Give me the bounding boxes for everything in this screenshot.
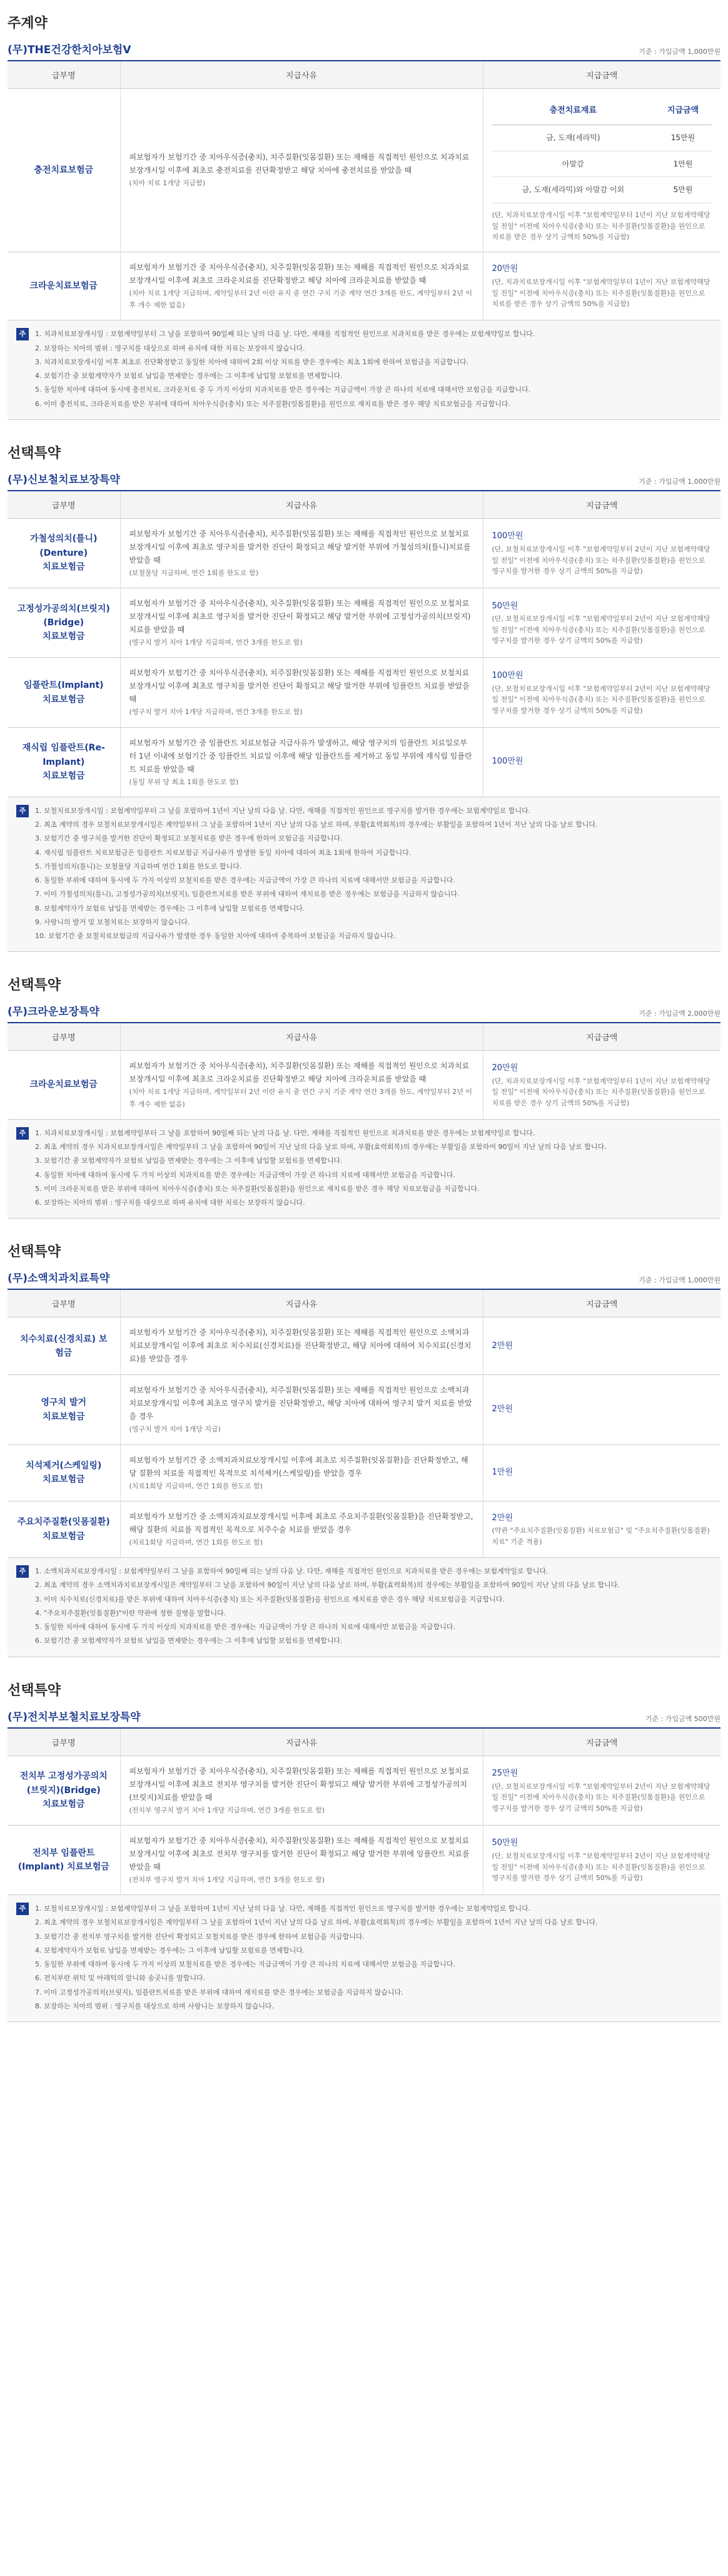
reason-text: 피보험자가 보험기간 중 치아우식증(충치), 치주질환(잇몸질환) 또는 재해를 직접적인 원인으로 소액치과치료보장개시일 이후에 최초로 치수치료(신경치료)를 진단확정받고, 해당 치아에 대하여 치수치료(신경치료)를 받았을 경우 <box>129 1328 472 1364</box>
notes-list <box>35 1903 712 2014</box>
coverage-table <box>8 1023 720 1120</box>
column-header: 급부명 <box>8 1023 120 1051</box>
reason-text: 피보험자가 보험기간 중 치아우식증(충치), 치주질환(잇몸질환) 또는 재해를 직접적인 원인으로 보철치료보장개시일 이후에 최초로 영구치를 발거한 진단이 확정되고 해당 발거한 부위에 임플란트 치료를 받았을 때 <box>129 668 470 704</box>
note-badge: 주 <box>16 328 29 340</box>
note-item: 5. 동일한 치아에 대하여 동시에 두 가지 이상의 치과치료를 받은 경우에는 지급금액이 가장 큰 하나의 치료에 대해서만 보험금을 지급합니다. <box>35 1623 455 1632</box>
inner-cell: 5만원 <box>654 177 712 203</box>
benefit-name <box>8 1375 120 1444</box>
inner-cell: 15만원 <box>654 125 712 151</box>
amount-note: (단, 치과치료보장개시일 이후 "보험계약일부터 1년이 지난 보험계약해당일 전일" 이전에 치아우식증(충치) 또는 치주질환(잇몸질환)을 원인으로 치료를 받은 경우 상기 금액의 50%를 지급함) <box>492 1076 710 1107</box>
amount-note: (단, 보철치료보장개시일 이후 "보험계약일부터 2년이 지난 보험계약해당일 전일" 이전에 치아우식증(충치) 또는 치주질환(잇몸질환)을 원인으로 영구치를 발거한 경우 상기 금액의 50%를 지급함) <box>492 615 710 645</box>
table-row <box>8 658 720 727</box>
coverage-section <box>8 974 720 1219</box>
reason-text: 피보험자가 보험기간 중 치아우식증(충치), 치주질환(잇몸질환) 또는 재해를 직접적인 원인으로 치과치료보장개시일 이후에 최초로 크라운치료를 진단확정받고 해당 치아에 크라운치료를 받았을 때 <box>129 262 470 285</box>
amount-value: 2만원 <box>492 1341 513 1351</box>
notes-box <box>8 797 720 953</box>
payment-amount <box>483 727 720 797</box>
amount-value: 100만원 <box>492 757 523 767</box>
table-header-row <box>8 491 720 519</box>
payment-amount <box>483 518 720 588</box>
coverage-table <box>8 1729 720 1896</box>
benefit-name-line: 치료보험금 <box>42 1799 85 1809</box>
section-title: 선택특약 <box>8 978 61 994</box>
note-item: 4. "주요치주질환(잇몸질환)"이란 약관에 정한 질병을 말합니다. <box>35 1608 226 1617</box>
product-name: (무)소액치과치료특약 <box>8 1272 110 1285</box>
reason-text: 피보험자가 보험기간 중 치아우식증(충치), 치주질환(잇몸질환) 또는 재해를 직접적인 원인으로 치과치료보장개시일 이후에 최초로 크라운치료를 진단확정받고 해당 치아에 크라운치료를 받았을 때 <box>129 1061 470 1084</box>
benefit-name-line: 치료보험금 <box>42 631 85 642</box>
product-name: (무)전치부보철치료보장특약 <box>8 1710 141 1724</box>
benefit-name <box>8 1756 120 1825</box>
reason-note: (보철물당 지급하며, 연간 1회를 한도로 함) <box>129 568 259 577</box>
note-badge: 주 <box>16 805 29 817</box>
benefit-name-line: 치료보험금 <box>42 1411 85 1422</box>
table-header-row <box>8 61 720 89</box>
payment-amount <box>483 1501 720 1557</box>
payment-reason <box>120 588 483 658</box>
column-header: 지급금액 <box>483 61 720 89</box>
reason-note: (치료1회당 지급하며, 연간 1회를 한도로 함) <box>129 1481 263 1490</box>
table-row <box>8 1051 720 1120</box>
column-header: 급부명 <box>8 1290 120 1317</box>
benefit-name <box>8 1051 120 1120</box>
note-item: 2. 최초 계약의 경우 보철치료보장개시일은 계약일부터 그 날을 포함하여 1년이 지난 날의 다음 날로 하며, 부활(효력회복)의 경우에는 부활일을 포함하여 1년이 지난 날의 다음 날로 합니다. <box>35 820 598 829</box>
payment-amount <box>483 252 720 320</box>
benefit-name-line: 영구치 발거 <box>41 1398 86 1408</box>
payment-reason <box>120 727 483 797</box>
notes-box <box>8 1895 720 2022</box>
note-item: 10. 보험기간 중 보철치료보험금의 지급사유가 발생한 경우 동일한 치아에 대하여 중복하여 보험금을 지급하지 않습니다. <box>35 932 396 941</box>
table-row <box>8 1825 720 1894</box>
payment-reason <box>120 658 483 727</box>
benefit-name-line: 임플란트(Implant) <box>23 680 104 691</box>
notes-box <box>8 1558 720 1657</box>
benefit-name-line: 치료보험금 <box>42 1531 85 1541</box>
coverage-table <box>8 1290 720 1558</box>
reason-note: (전치부 영구치 발거 치아 1개당 지급하며, 연간 3개를 한도로 함) <box>129 1806 325 1814</box>
note-badge: 주 <box>16 1903 29 1915</box>
note-item: 8. 보험계약자가 보험료 납입을 면제받는 경우에는 그 이후에 납입할 보험료를 면제합니다. <box>35 904 305 912</box>
inner-cell: 금, 도재(세라믹)와 아말감 이외 <box>492 177 655 203</box>
note-item: 4. 보험계약자가 보험료 납입을 면제받는 경우에는 그 이후에 납입할 보험료를 면제합니다. <box>35 1946 305 1955</box>
benefit-name-line: 치료보험금 <box>42 562 85 573</box>
note-item: 5. 동일한 부위에 대하여 동시에 두 가지 이상의 보철치료를 받은 경우에는 지급금액이 가장 큰 하나의 치료에 대해서만 보험금을 지급합니다. <box>35 1960 455 1969</box>
inner-row <box>492 125 712 151</box>
amount-value: 20만원 <box>492 1063 518 1073</box>
payment-reason <box>120 252 483 320</box>
material-amount-table <box>492 98 712 203</box>
inner-header-row <box>492 98 712 125</box>
basis-amount: 기준 : 가입금액 1,000만원 <box>639 48 720 56</box>
note-item: 1. 치과치료보장개시일 : 보험계약일부터 그 날을 포함하여 90일째 되는 날의 다음 날. 다만, 재해를 직접적인 원인으로 치과치료를 받은 경우에는 보험계약일로 합니다. <box>35 1128 535 1137</box>
note-item: 5. 가철성의치(틀니)는 보철물당 지급하며 연간 1회를 한도로 합니다. <box>35 862 242 871</box>
payment-reason <box>120 1444 483 1501</box>
benefit-name-line: 치료보험금 <box>42 1475 85 1485</box>
benefit-name-line: 치료보험금 <box>42 770 85 781</box>
section-header <box>8 1003 720 1023</box>
table-row <box>8 252 720 320</box>
benefit-name <box>8 252 120 320</box>
notes-box <box>8 320 720 420</box>
payment-reason <box>120 518 483 588</box>
note-item: 6. 보장하는 치아의 범위 : 영구치를 대상으로 하며 유치에 대한 치료는 보장하지 않습니다. <box>35 1199 305 1207</box>
payment-reason <box>120 1051 483 1120</box>
amount-note: (단, 보철치료보장개시일 이후 "보험계약일부터 2년이 지난 보험계약해당일 전일" 이전에 치아우식증(충치) 또는 치주질환(잇몸질환)을 원인으로 영구치를 발거한 경우 상기 금액의 50%를 지급함) <box>492 684 710 715</box>
note-badge: 주 <box>16 1127 29 1140</box>
notes-box <box>8 1120 720 1219</box>
amount-note: (단, 치과치료보장개시일 이후 "보험계약일부터 1년이 지난 보험계약해당일 전일" 이전에 치아우식증(충치) 또는 치주질환(잇몸질환)을 원인으로 치료를 받은 경우 상기 금액의 50%를 지급함) <box>492 278 710 309</box>
reason-text: 피보험자가 보험기간 중 임플란트 치료보험금 지급사유가 발생하고, 해당 영구치의 임플란트 치료일로부터 1년 이내에 보험기간 중 임플란트 치료일 이후에 해당 임플란트를 제거하고 동일 부위에 재식립 임플란트 치료를 받았을 때 <box>129 738 472 774</box>
benefit-name <box>8 89 120 252</box>
reason-text: 피보험자가 보험기간 중 치아우식증(충치), 치주질환(잇몸질환) 또는 재해를 직접적인 원인으로 치과치료보장개시일 이후에 최초로 충전치료를 진단확정받고 해당 치아에 충전치료를 받았을 때 <box>129 153 470 175</box>
note-item: 1. 치과치료보장개시일 : 보험계약일부터 그 날을 포함하여 90일째 되는 날의 다음 날. 다만, 재해를 직접적인 원인으로 치과치료를 받은 경우에는 보험계약일로 합니다. <box>35 330 535 339</box>
notes-list <box>35 805 712 944</box>
inner-row <box>492 151 712 177</box>
table-row <box>8 1756 720 1825</box>
amount-value: 50만원 <box>492 601 518 611</box>
benefit-name <box>8 518 120 588</box>
coverage-table <box>8 61 720 320</box>
basis-amount: 기준 : 가입금액 2,000만원 <box>639 1009 720 1018</box>
reason-note: (영구치 발거 치아 1개당 지급하며, 연간 3개를 한도로 함) <box>129 708 303 717</box>
column-header: 지급사유 <box>120 1290 483 1317</box>
note-item: 3. 보험기간 중 전치부 영구치를 발거한 진단이 확정되고 보철치료를 받은 경우에 한하여 보험금을 지급합니다. <box>35 1932 365 1941</box>
reason-note: (영구치 발거 치아 1개당 지급) <box>129 1425 221 1434</box>
note-item: 4. 보험기간 중 보험계약자가 보험료 납입을 면제받는 경우에는 그 이후에 납입할 보험료를 면제합니다. <box>35 372 343 381</box>
column-header: 지급금액 <box>483 1290 720 1317</box>
benefit-name <box>8 1501 120 1557</box>
payment-amount <box>483 588 720 658</box>
coverage-section <box>8 1241 720 1657</box>
reason-note: (치아 치료 1개당 지급하며, 계약일부터 2년 이란 유지 중 연간 구치 기준 계약 연간 3개를 한도, 계약일부터 2년 이후 개수 제한 없음) <box>129 1088 473 1108</box>
note-item: 6. 전치부란 위턱 및 아래턱의 앞니와 송곳니를 말합니다. <box>35 1974 206 1983</box>
reason-note: (전치부 영구치 발거 치아 1개당 지급하며, 연간 3개를 한도로 함) <box>129 1875 325 1884</box>
payment-amount <box>483 1756 720 1825</box>
note-item: 1. 보철치료보장개시일 : 보험계약일부터 그 날을 포함하여 1년이 지난 날의 다음 날. 다만, 재해를 직접적인 원인으로 영구치를 발거한 경우에는 보험계약일로 합니다. <box>35 1904 531 1913</box>
table-row <box>8 1317 720 1375</box>
section-title: 주계약 <box>8 16 48 31</box>
product-name: (무)신보철치료보장특약 <box>8 473 120 486</box>
note-item: 1. 보철치료보장개시일 : 보험계약일부터 그 날을 포함하여 1년이 지난 날의 다음 날. 다만, 재해를 직접적인 원인으로 영구치를 발거한 경우에는 보험계약일로 합니다. <box>35 806 531 815</box>
benefit-name <box>8 727 120 797</box>
column-header: 지급사유 <box>120 1729 483 1756</box>
section-header <box>8 471 720 491</box>
reason-note: (치아 치료 1개당 지급하며, 계약일부터 2년 이란 유지 중 연간 구치 기준 계약 연간 3개를 한도, 계약일부터 2년 이후 개수 제한 없음) <box>129 289 473 310</box>
coverage-section <box>8 13 720 420</box>
section-header <box>8 1708 720 1729</box>
benefit-name <box>8 1317 120 1375</box>
payment-reason <box>120 89 483 252</box>
note-item: 4. 동일한 치아에 대하여 동시에 두 가지 이상의 치과치료를 받은 경우에는 지급금액이 가장 큰 하나의 치료에 대해서만 보험금을 지급합니다. <box>35 1170 455 1179</box>
note-item: 7. 이미 가철성의치(틀니), 고정성가공의치(브릿지), 임플란트치료를 받은 부위에 대하여 재치료를 받은 경우에는 보험금을 지급하지 않습니다. <box>35 890 460 899</box>
table-row <box>8 1375 720 1444</box>
note-item: 5. 동일한 치아에 대하여 동시에 충전치료, 크라운치료 중 두 가지 이상의 치과치료를 받은 경우에는 지급금액이 가장 큰 하나의 치료에 대해서만 보험금을 지급합니다. <box>35 386 531 394</box>
column-header: 지급금액 <box>483 1023 720 1051</box>
amount-note: (약관 "주요치주질환(잇몸질환) 치료보험금" 및 "주요치주질환(잇몸질환) 치료" 기준 적용) <box>492 1526 710 1546</box>
notes-list <box>35 1565 712 1649</box>
table-header-row <box>8 1023 720 1051</box>
inner-column-header: 충전치료재료 <box>492 98 655 125</box>
note-item: 6. 이미 충전치료, 크라운치료를 받은 부위에 대하여 치아우식증(충치) 또는 치주질환(잇몸질환)을 원인으로 재치료를 받은 경우 해당 치료보험금을 지급합니다. <box>35 399 511 408</box>
payment-amount <box>483 1444 720 1501</box>
note-item: 2. 최초 계약의 경우 보철치료보장개시일은 계약일부터 그 날을 포함하여 1년이 지난 날의 다음 날로 하며, 부활(효력회복)의 경우에는 부활일을 포함하여 1년이 지난 날의 다음 날로 합니다. <box>35 1918 598 1927</box>
reason-text: 피보험자가 보험기간 중 치아우식증(충치), 치주질환(잇몸질환) 또는 재해를 직접적인 원인으로 소액치과치료보장개시일 이후에 최초로 영구치 발거를 진단확정받고, 해당 치아에 대하여 영구치 발거 치료를 받았을 경우 <box>129 1386 472 1421</box>
column-header: 급부명 <box>8 491 120 519</box>
inner-cell: 아말감 <box>492 151 655 177</box>
notes-list <box>35 328 712 412</box>
payment-reason <box>120 1756 483 1825</box>
reason-note: (영구치 발거 치아 1개당 지급하며, 연간 3개를 한도로 함) <box>129 638 303 647</box>
benefit-name <box>8 1825 120 1894</box>
note-item: 5. 이미 크라운치료를 받은 부위에 대하여 치아우식증(충치) 또는 치주질환(잇몸질환)을 원인으로 재치료를 받은 경우 해당 치료보험금을 지급합니다. <box>35 1184 480 1193</box>
payment-reason <box>120 1317 483 1375</box>
amount-value: 50만원 <box>492 1838 518 1848</box>
note-item: 6. 동일한 부위에 대하여 동시에 두 가지 이상의 보철치료를 받은 경우에는 지급금액이 가장 큰 하나의 치료에 대해서만 보험금을 지급합니다. <box>35 876 455 885</box>
benefit-name-line: 전치부 고정성가공의치(브릿지)(Bridge) <box>19 1771 108 1796</box>
reason-text: 피보험자가 보험기간 중 치아우식증(충치), 치주질환(잇몸질환) 또는 재해를 직접적인 원인으로 보철치료보장개시일 이후에 최초로 영구치를 발거한 진단이 확정되고 해당 발거한 부위에 가철성의치(틀니)치료를 받았을 때 <box>129 529 471 565</box>
benefit-name-line: 크라운치료보험금 <box>29 1080 98 1090</box>
payment-reason <box>120 1375 483 1444</box>
amount-value: 25만원 <box>492 1769 518 1779</box>
amount-value: 1만원 <box>492 1467 513 1477</box>
table-row <box>8 89 720 252</box>
inner-cell: 1만원 <box>654 151 712 177</box>
column-header: 지급사유 <box>120 61 483 89</box>
inner-cell: 금, 도재(세라믹) <box>492 125 655 151</box>
note-badge: 주 <box>16 1565 29 1578</box>
note-item: 3. 치과치료보장개시일 이후 최초로 진단확정받고 동일한 치아에 대하여 2회 이상 치료를 받은 경우에는 최초 1회에 한하여 보험금을 지급합니다. <box>35 357 469 366</box>
benefit-name <box>8 658 120 727</box>
column-header: 지급금액 <box>483 1729 720 1756</box>
benefit-name-line: 치수치료(신경치료) 보험금 <box>20 1334 108 1358</box>
column-header: 지급사유 <box>120 491 483 519</box>
amount-value: 2만원 <box>492 1513 513 1523</box>
amount-value: 2만원 <box>492 1404 513 1414</box>
notes-list <box>35 1127 712 1211</box>
payment-reason <box>120 1825 483 1894</box>
inner-row <box>492 177 712 203</box>
note-item: 8. 보장하는 치아의 범위 : 영구치를 대상으로 하며 사랑니는 보장하지 않습니다. <box>35 2001 275 2010</box>
basis-amount: 기준 : 가입금액 1,000만원 <box>639 477 720 486</box>
payment-reason <box>120 1501 483 1557</box>
payment-amount <box>483 1051 720 1120</box>
note-item: 9. 사랑니의 발거 및 보철치료는 보장하지 않습니다. <box>35 917 190 926</box>
benefit-name-line: 고정성가공의치(브릿지)(Bridge) <box>17 603 110 628</box>
reason-text: 피보험자가 보험기간 중 소액치과치료보장개시일 이후에 최초로 치주질환(잇몸질환)을 진단확정받고, 해당 질환의 치료를 직접적인 목적으로 치석제거(스케일링)를 받았을 경우 <box>129 1455 468 1478</box>
note-item: 2. 최초 계약의 경우 치과치료보장개시일은 계약일부터 그 날을 포함하여 90일이 지난 날의 다음 날로 하며, 부활(효력회복)의 경우에는 부활일을 포함하여 90일이 지난 날의 다음 날로 합니다. <box>35 1143 607 1152</box>
table-row <box>8 1444 720 1501</box>
section-header <box>8 1269 720 1290</box>
column-header: 급부명 <box>8 1729 120 1756</box>
table-header-row <box>8 1729 720 1756</box>
benefit-name-line: 전치부 임플란트(Implant) 치료보험금 <box>18 1848 109 1873</box>
note-item: 3. 보험기간 중 영구치를 발거한 진단이 확정되고 보철치료를 받은 경우에 한하여 보험금을 지급합니다. <box>35 834 343 843</box>
benefit-name <box>8 1444 120 1501</box>
note-item: 4. 재식립 임플란트 치료보험금은 임플란트 치료보험금 지급사유가 발생한 동일 치아에 대하여 최초 1회에 한하여 지급합니다. <box>35 848 412 857</box>
coverage-section <box>8 442 720 953</box>
basis-amount: 기준 : 가입금액 1,000만원 <box>639 1276 720 1285</box>
column-header: 지급사유 <box>120 1023 483 1051</box>
benefit-name-line: 가철성의치(틀니)(Denture) <box>30 534 98 558</box>
amount-value: 100만원 <box>492 670 523 680</box>
amount-value: 100만원 <box>492 531 523 541</box>
amount-note: (단, 치과치료보장개시일 이후 "보험계약일부터 1년이 지난 보험계약해당일 전일" 이전에 치아우식증(충치) 또는 치주질환(잇몸질환)을 원인으로 치료를 받은 경우 상기 금액의 50%를 지급함) <box>492 211 710 242</box>
payment-amount <box>483 1317 720 1375</box>
table-row <box>8 588 720 658</box>
note-item: 3. 보험기간 중 보험계약자가 보험료 납입을 면제받는 경우에는 그 이후에 납입할 보험료를 면제합니다. <box>35 1157 343 1165</box>
note-item: 2. 최초 계약의 경우 소액치과치료보장개시일은 계약일부터 그 날을 포함하여 90일이 지난 날의 다음 날로 하며, 부활(효력회복)의 경우에는 부활일을 포함하여 90일이 지난 날의 다음 날로 합니다. <box>35 1581 620 1590</box>
amount-note: (단, 보철치료보장개시일 이후 "보험계약일부터 2년이 지난 보험계약해당일 전일" 이전에 치아우식증(충치) 또는 치주질환(잇몸질환)을 원인으로 영구치를 발거한 경우 상기 금액의 50%를 지급함) <box>492 1852 710 1883</box>
benefit-name-line: 치석제거(스케일링) <box>26 1460 102 1471</box>
note-item: 6. 보험기간 중 보험계약자가 보험료 납입을 면제받는 경우에는 그 이후에 납입할 보험료를 면제합니다. <box>35 1637 343 1645</box>
column-header: 급부명 <box>8 61 120 89</box>
column-header: 지급금액 <box>483 491 720 519</box>
benefit-name-line: 치료보험금 <box>42 694 85 705</box>
section-title: 선택특약 <box>8 1682 61 1699</box>
product-name: (무)크라운보장특약 <box>8 1006 99 1019</box>
reason-text: 피보험자가 보험기간 중 치아우식증(충치), 치주질환(잇몸질환) 또는 재해를 직접적인 원인으로 보철치료보장개시일 이후에 최초로 전치부 영구치를 발거한 진단이 확정되고 해당 발거한 부위에 고정성가공의치(브릿지)치료를 받았을 때 <box>129 1766 470 1802</box>
product-name: (무)THE건강한치아보험V <box>8 44 131 56</box>
payment-amount <box>483 89 720 252</box>
section-title: 선택특약 <box>8 445 61 461</box>
inner-column-header: 지급금액 <box>654 98 712 125</box>
payment-amount <box>483 1825 720 1894</box>
section-header <box>8 41 720 61</box>
coverage-table <box>8 491 720 797</box>
benefit-name-line: 주요치주질환(잇몸질환) <box>17 1517 110 1528</box>
basis-amount: 기준 : 가입금액 500만원 <box>645 1714 720 1723</box>
payment-amount <box>483 658 720 727</box>
amount-note: (단, 보철치료보장개시일 이후 "보험계약일부터 2년이 지난 보험계약해당일 전일" 이전에 치아우식증(충치) 또는 치주질환(잇몸질환)을 원인으로 영구치를 발거한 경우 상기 금액의 50%를 지급함) <box>492 545 710 576</box>
benefit-name-line: 크라운치료보험금 <box>29 280 98 291</box>
reason-text: 피보험자가 보험기간 중 소액치과치료보장개시일 이후에 최초로 주요치주질환(잇몸질환)을 진단확정받고, 해당 질환의 치료를 직접적인 목적으로 치주수술 치료를 받았을 경우 <box>129 1511 473 1534</box>
benefit-name-line: 재식립 임플란트(Re-Implant) <box>22 743 105 767</box>
table-row <box>8 1501 720 1557</box>
table-row <box>8 518 720 588</box>
benefit-name <box>8 588 120 658</box>
note-item: 3. 이미 치수치료(신경치료)를 받은 부위에 대하여 치아우식증(충치) 또는 치주질환(잇몸질환)을 원인으로 재치료를 받은 경우 해당 치료보험금을 지급합니다. <box>35 1595 505 1603</box>
benefit-name-line: 충전치료보험금 <box>34 165 94 175</box>
coverage-section <box>8 1680 720 2023</box>
note-item: 1. 소액치과치료보장개시일 : 보험계약일부터 그 날을 포함하여 90일째 되는 날의 다음 날. 다만, 재해를 직접적인 원인으로 치과치료를 받은 경우에는 보험계약일로 합니다. <box>35 1567 549 1576</box>
note-item: 7. 이미 고정성가공의치(브릿지), 임플란트치료를 받은 부위에 대하여 재치료를 받은 경우에는 보험금을 지급하지 않습니다. <box>35 1988 403 1996</box>
reason-note: (치료1회당 지급하며, 연간 1회를 한도로 함) <box>129 1538 263 1546</box>
amount-note: (단, 보철치료보장개시일 이후 "보험계약일부터 2년이 지난 보험계약해당일 전일" 이전에 치아우식증(충치) 또는 치주질환(잇몸질환)을 원인으로 영구치를 발거한 경우 상기 금액의 50%를 지급함) <box>492 1782 710 1812</box>
amount-value: 20만원 <box>492 264 518 274</box>
section-title: 선택특약 <box>8 1244 61 1260</box>
reason-note: (치아 치료 1개당 지급함) <box>129 179 206 188</box>
note-item: 2. 보장하는 치아의 범위 : 영구치를 대상으로 하며 유치에 대한 치료는 보장하지 않습니다. <box>35 344 305 352</box>
table-row <box>8 727 720 797</box>
payment-amount <box>483 1375 720 1444</box>
table-header-row <box>8 1290 720 1317</box>
reason-text: 피보험자가 보험기간 중 치아우식증(충치), 치주질환(잇몸질환) 또는 재해를 직접적인 원인으로 보철치료보장개시일 이후에 최초로 전치부 영구치를 발거한 진단이 확정되고 해당 발거한 부위에 임플란트 치료를 받았을 때 <box>129 1836 470 1871</box>
reason-note: (동일 부위 당 최초 1회를 한도로 함) <box>129 777 239 786</box>
reason-text: 피보험자가 보험기간 중 치아우식증(충치), 치주질환(잇몸질환) 또는 재해를 직접적인 원인으로 보철치료보장개시일 이후에 최초로 영구치를 발거한 진단이 확정되고 해당 발거한 부위에 고정성가공의치(브릿지)치료를 받았을 때 <box>129 599 471 635</box>
